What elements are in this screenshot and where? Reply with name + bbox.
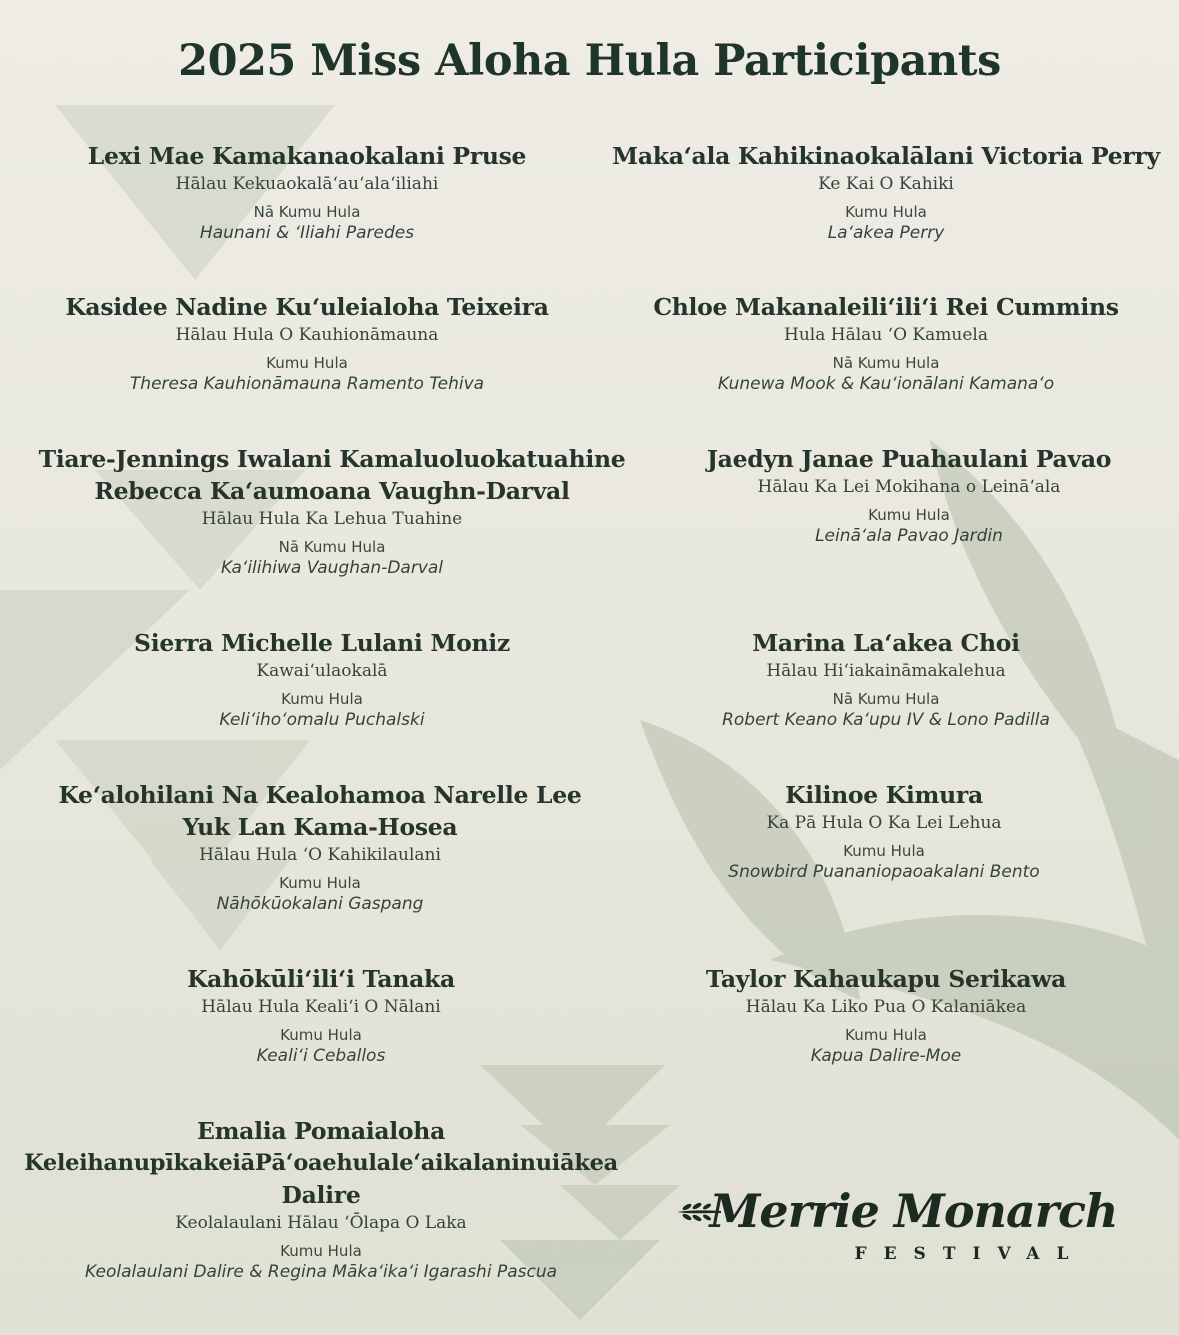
kumu-name: Kaʻilihiwa Vaughan-Darval — [220, 558, 444, 578]
participant-name: Jaedyn Janae Puahaulani Pavao — [706, 445, 1112, 473]
participant-card — [586, 291, 1179, 395]
halau-name: Hālau Ka Liko Pua O Kalaniākea — [745, 997, 1027, 1017]
participant-card — [22, 627, 622, 731]
halau-name: Hālau Ka Lei Mokihana o Leināʻala — [757, 477, 1061, 497]
participant-name: Sierra Michelle Lulani Moniz — [134, 629, 510, 657]
participant-card — [32, 443, 632, 579]
kumu-name: Laʻakea Perry — [827, 223, 945, 243]
halau-name: Ke Kai O Kahiki — [818, 174, 954, 194]
kumu-name: Keliʻihoʻomalu Puchalski — [219, 710, 425, 730]
halau-name: Keolalaulani Hālau ʻŌlapa O Laka — [175, 1213, 467, 1233]
kumu-name: Keolalaulani Dalire & Regina Mākaʻikaʻi Igarashi Pascua — [84, 1262, 558, 1282]
participant-name: Kasidee Nadine Kuʻuleialoha Teixeira — [65, 293, 549, 321]
participant-card — [609, 443, 1179, 547]
participant-name: Lexi Mae Kamakanaokalani Pruse — [87, 142, 527, 170]
kumu-role-label: Kumu Hula — [281, 690, 363, 708]
kumu-name: Robert Keano Kaʻupu IV & Lono Padilla — [722, 710, 1050, 730]
halau-name: Hālau Hula Ka Lehua Tuahine — [201, 509, 463, 529]
participant-card — [20, 779, 620, 915]
halau-name: Kawaiʻulaokalā — [256, 661, 388, 681]
kumu-name: Kunewa Mook & Kauʻionālani Kamanaʻo — [717, 374, 1055, 394]
participant-card — [21, 963, 621, 1067]
halau-name: Hālau Hula ʻO Kahikilaulani — [199, 845, 441, 865]
participant-card — [7, 140, 607, 244]
halau-name: Ka Pā Hula O Ka Lei Lehua — [766, 813, 1002, 833]
participant-name: Chloe Makanaleiliʻiliʻi Rei Cummins — [653, 293, 1119, 321]
participant-card — [586, 140, 1179, 244]
kumu-name: Snowbird Puananiopaoakalani Bento — [728, 862, 1040, 882]
kumu-name: Leināʻala Pavao Jardin — [815, 526, 1003, 546]
kumu-role-label: Nā Kumu Hula — [832, 690, 940, 708]
participant-name-line-3: Dalire — [281, 1181, 361, 1209]
halau-name: Hālau Hula O Kauhionāmauna — [175, 325, 439, 345]
participant-name-line-2: KeleihanupīkakeiāPāʻoaehulaleʻaikalaninuiākea — [24, 1150, 618, 1176]
logo-subtitle: FESTIVAL — [854, 1244, 1086, 1264]
participant-name: Kilinoe Kimura — [785, 781, 983, 809]
kumu-role-label: Kumu Hula — [868, 506, 950, 524]
participant-card — [586, 963, 1179, 1067]
kumu-role-label: Kumu Hula — [280, 1026, 362, 1044]
kumu-role-label: Kumu Hula — [845, 203, 927, 221]
kumu-role-label: Kumu Hula — [845, 1026, 927, 1044]
logo-wordmark: Merrie Monarch — [709, 1184, 1118, 1238]
kumu-name: Kapua Dalire-Moe — [810, 1046, 962, 1066]
participant-name: Marina Laʻakea Choi — [752, 629, 1020, 657]
halau-name: Hula Hālau ʻO Kamuela — [784, 325, 988, 345]
kumu-role-label: Kumu Hula — [279, 874, 361, 892]
kumu-name: Theresa Kauhionāmauna Ramento Tehiva — [129, 374, 485, 394]
participant-name: Emalia Pomaialoha — [196, 1117, 446, 1145]
kumu-role-label: Nā Kumu Hula — [278, 538, 386, 556]
kumu-name: Kealiʻi Ceballos — [256, 1046, 386, 1066]
halau-name: Hālau Hula Kealiʻi O Nālani — [201, 997, 441, 1017]
kumu-role-label: Kumu Hula — [843, 842, 925, 860]
page-title: 2025 Miss Aloha Hula Participants — [178, 36, 1001, 86]
kumu-role-label: Kumu Hula — [280, 1242, 362, 1260]
kumu-name: Nāhōkūokalani Gaspang — [216, 894, 424, 914]
participant-name: Kahōkūliʻiliʻi Tanaka — [187, 965, 455, 993]
participant-name: Tiare-Jennings Iwalani Kamaluoluokatuahine — [38, 445, 626, 473]
participant-card — [7, 291, 607, 395]
participant-name: Taylor Kahaukapu Serikawa — [705, 965, 1067, 993]
kumu-role-label: Nā Kumu Hula — [253, 203, 361, 221]
participant-name: Makaʻala Kahikinaokalālani Victoria Perry — [612, 142, 1160, 170]
participant-name-line-2: Yuk Lan Kama-Hosea — [182, 813, 458, 841]
kumu-role-label: Nā Kumu Hula — [832, 354, 940, 372]
halau-name: Hālau Kekuaokalāʻauʻalaʻiliahi — [175, 174, 439, 194]
merrie-monarch-logo — [675, 1184, 1120, 1270]
participant-card — [584, 779, 1179, 883]
halau-name: Hālau Hiʻiakaināmakalehua — [766, 661, 1006, 681]
participant-name-line-2: Rebecca Kaʻaumoana Vaughn-Darval — [94, 477, 570, 505]
kumu-name: Haunani & ʻIliahi Paredes — [199, 223, 415, 243]
participant-card — [586, 627, 1179, 731]
kumu-role-label: Kumu Hula — [266, 354, 348, 372]
participant-card — [21, 1115, 621, 1283]
participant-name: Keʻalohilani Na Kealohamoa Narelle Lee — [58, 781, 582, 809]
